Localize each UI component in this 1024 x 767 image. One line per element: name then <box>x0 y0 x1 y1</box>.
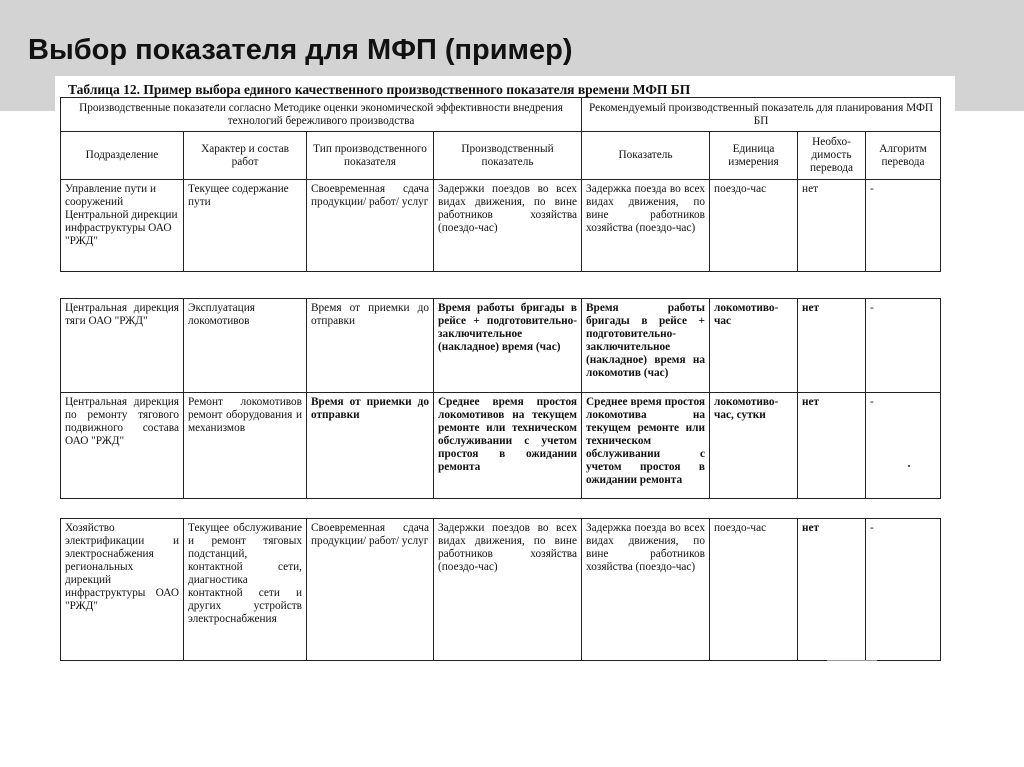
column-header: Необхо-димость перевода <box>798 132 866 180</box>
column-header: Подразделение <box>61 132 184 180</box>
cell-measure: поездо-час <box>710 180 798 272</box>
cell-measure: локомотиво-час, сутки <box>710 393 798 499</box>
cell-type: Своевременная сдача продукции/ работ/ услуг <box>307 180 434 272</box>
scan-speck <box>827 660 877 661</box>
cell-recommended: Задержка поезда во всех видах движения, по вине работников хозяйства (поездо-час) <box>582 180 710 272</box>
table-row <box>61 180 941 272</box>
cell-need: нет <box>798 180 866 272</box>
cell-type: Время от приемки до отправки <box>307 393 434 499</box>
column-header: Тип производственного показателя <box>307 132 434 180</box>
table-row <box>61 299 941 393</box>
group-header-right: Рекомендуемый производственный показатель для планирования МФП БП <box>582 98 941 132</box>
cell-unit: Центральная дирекция тяги ОАО "РЖД" <box>61 299 184 393</box>
group-header-left: Производственные показатели согласно Методике оценки экономической эффективности внедрения технологий бережливого производства <box>61 98 582 132</box>
cell-unit: Хозяйство электрификации и электроснабжения региональных дирекций инфраструктуры ОАО "РЖД" <box>61 519 184 661</box>
cell-work: Текущее содержание пути <box>184 180 307 272</box>
cell-type: Своевременная сдача продукции/ работ/ услуг <box>307 519 434 661</box>
table-section-header <box>60 97 941 272</box>
column-header: Производственный показатель <box>434 132 582 180</box>
column-header: Алгоритм перевода <box>866 132 941 180</box>
cell-need: нет <box>798 393 866 499</box>
column-header: Показатель <box>582 132 710 180</box>
cell-indicator: Время работы бригады в рейсе + подготовительно-заключительное (накладное) время (час) <box>434 299 582 393</box>
cell-measure: поездо-час <box>710 519 798 661</box>
column-header: Единица измерения <box>710 132 798 180</box>
slide-title: Выбор показателя для МФП (пример) <box>28 34 573 66</box>
column-header: Характер и состав работ <box>184 132 307 180</box>
table-row <box>61 519 941 661</box>
cell-type: Время от приемки до отправки <box>307 299 434 393</box>
cell-recommended: Время работы бригады в рейсе + подготовительно-заключительное (накладное) время на локомотив (час) <box>582 299 710 393</box>
cell-indicator: Среднее время простоя локомотивов на текущем ремонте или техническом обслуживании с учетом простоя в ожидании ремонта <box>434 393 582 499</box>
cell-indicator: Задержки поездов во всех видах движения, по вине работников хозяйства (поездо-час) <box>434 180 582 272</box>
cell-recommended: Задержка поезда во всех видах движения, по вине работников хозяйства (поездо-час) <box>582 519 710 661</box>
cell-indicator: Задержки поездов во всех видах движения, по вине работников хозяйства (поездо-час) <box>434 519 582 661</box>
cell-need: нет <box>798 299 866 393</box>
table-section-middle <box>60 298 941 499</box>
cell-algorithm: - <box>866 519 941 661</box>
cell-recommended: Среднее время простоя локомотива на текущем ремонте или техническом обслуживании с учетом простоя в ожидании ремонта <box>582 393 710 499</box>
cell-measure: локомотиво-час <box>710 299 798 393</box>
scan-speck <box>908 465 910 467</box>
cell-work: Ремонт локомотивов ремонт оборудования и механизмов <box>184 393 307 499</box>
cell-unit: Центральная дирекция по ремонту тягового подвижного состава ОАО "РЖД" <box>61 393 184 499</box>
cell-work: Эксплуатация локомотивов <box>184 299 307 393</box>
cell-algorithm: - <box>866 299 941 393</box>
table-row <box>61 393 941 499</box>
cell-algorithm: - <box>866 180 941 272</box>
cell-unit: Управление пути и сооружений Центральной дирекции инфраструктуры ОАО "РЖД" <box>61 180 184 272</box>
cell-algorithm: - <box>866 393 941 499</box>
cell-need: нет <box>798 519 866 661</box>
table-section-bottom <box>60 518 941 661</box>
cell-work: Текущее обслуживание и ремонт тяговых подстанций, контактной сети, диагностика контактной сети и других устройств электроснабжения <box>184 519 307 661</box>
table-caption: Таблица 12. Пример выбора единого качественного производственного показателя времени МФП БП <box>68 82 691 97</box>
